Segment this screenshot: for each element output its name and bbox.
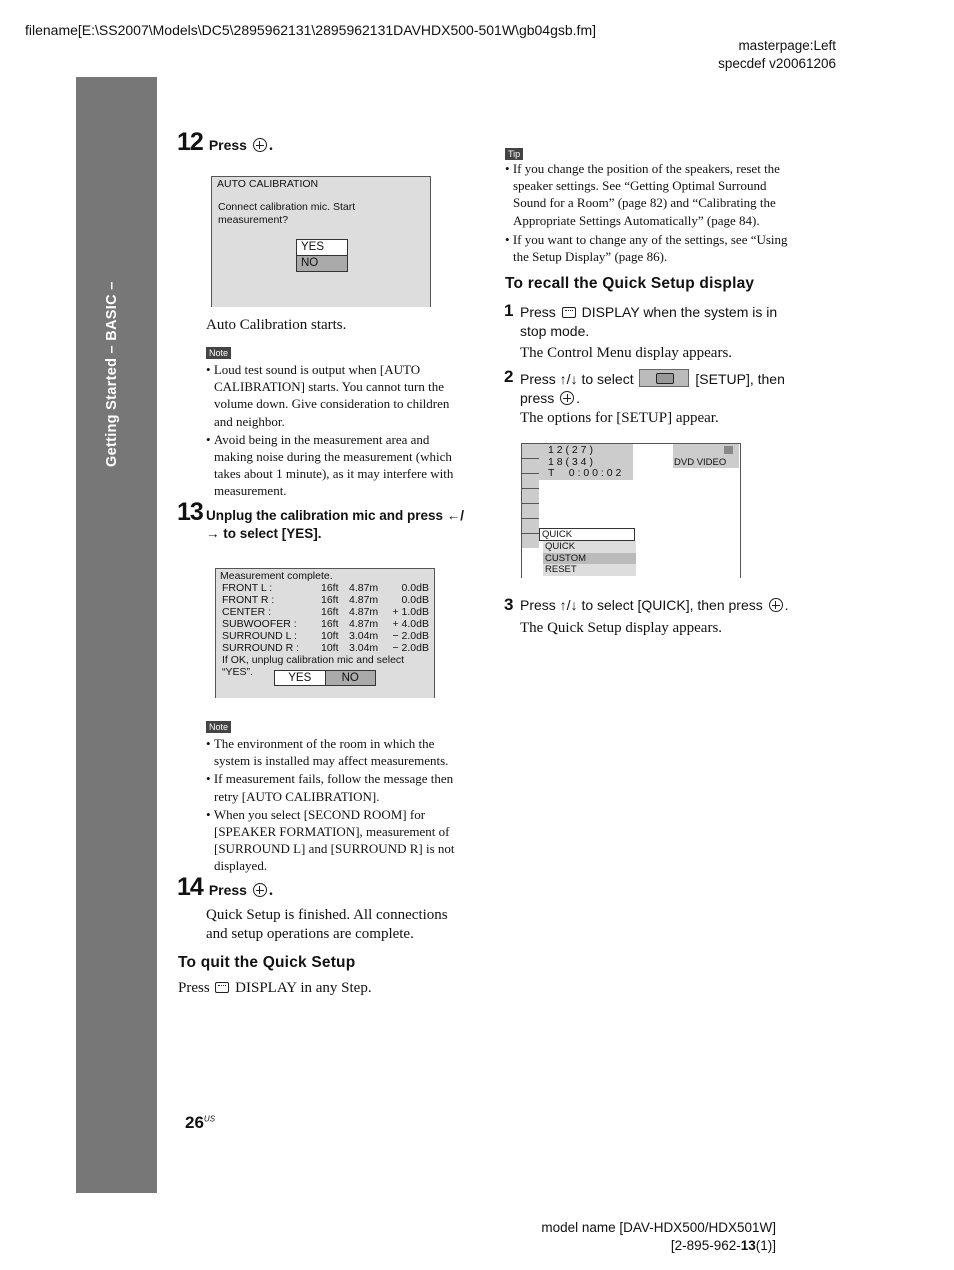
recall-step-2-number: 2 xyxy=(504,367,514,386)
step-14: 14 Press . xyxy=(177,873,273,901)
step-text-line: Unplug the calibration mic and press ←/ xyxy=(206,508,465,523)
step-text-line: → to select [YES]. xyxy=(206,526,322,541)
step-text: Press xyxy=(208,882,247,898)
option-custom: CUSTOM xyxy=(543,553,636,565)
auto-calibration-screen xyxy=(211,176,431,307)
note-item: • Loud test sound is output when [AUTO CALIBRATION] starts. You cannot turn the volume down. Give consideration to children and neighbor. xyxy=(206,362,450,429)
measurement-row: SURROUND R : 10ft 3.04m − 2.0dB xyxy=(222,642,429,654)
no-option: NO xyxy=(325,671,376,685)
recall-step-3-result: The Quick Setup display appears. xyxy=(520,620,723,636)
recall-step-1-display: DISPLAY when the system is in xyxy=(581,304,778,320)
step-number: 13 xyxy=(177,498,203,526)
model-name: model name [DAV-HDX500/HDX501W] xyxy=(541,1220,776,1235)
note-text: When you select [SECOND ROOM] for [SPEAKER FORMATION], measurement of [SURROUND L] and [SURROUND R] is not displayed. xyxy=(213,806,455,874)
quit-press: Press xyxy=(178,980,210,996)
setup-options-list xyxy=(543,541,636,576)
page-number xyxy=(185,1113,215,1133)
control-menu-icons xyxy=(522,444,539,578)
recall-step-1-text xyxy=(520,303,800,341)
recall-step-1-stop: stop mode. xyxy=(520,323,590,339)
enter-button-icon xyxy=(253,138,267,152)
recall-step-2-result: The options for [SETUP] appear. xyxy=(520,410,719,426)
setup-screen xyxy=(521,443,741,578)
step-14-result: Quick Setup is finished. All connections and setup operations are complete. xyxy=(206,907,448,942)
enter-button-icon xyxy=(769,598,783,612)
note-badge: Note xyxy=(206,721,231,733)
section-label: Getting Started – BASIC – xyxy=(104,281,120,467)
recall-step-2-press: press xyxy=(520,390,555,406)
specdef-label: specdef v20061206 xyxy=(718,56,836,71)
yes-no-selector xyxy=(274,670,376,686)
yes-option: YES xyxy=(275,671,325,685)
display-button-icon xyxy=(562,307,576,318)
tip-item: • If you change the position of the speakers, reset the speaker settings. See “Getting Optimal Surround Sound for a Room” (page 82) and “Calibrating the Appropriate Settings Automatically” (page 84). xyxy=(505,161,780,228)
measurement-row: FRONT R : 16ft 4.87m 0.0dB xyxy=(222,594,429,606)
recall-step-2-setup: [SETUP], then xyxy=(695,371,785,387)
measurement-row: CENTER : 16ft 4.87m + 1.0dB xyxy=(222,606,429,618)
tip-text: If you want to change any of the settings, see “Using the Setup Display” (page 86). xyxy=(512,231,788,265)
measurement-row: SURROUND L : 10ft 3.04m − 2.0dB xyxy=(222,630,429,642)
yes-no-selector xyxy=(296,239,348,272)
tip-text: If you change the position of the speakers, reset the speaker settings. See “Getting Optimal Surround Sound for a Room” (page 82) and “Calibrating the Appropriate Settings Automatically” (page 84). xyxy=(512,161,780,228)
filename-header: filename[E:\SS2007\Models\DC5\2895962131\2895962131DAVHDX500-501W\gb04gsb.fm] xyxy=(25,22,596,38)
recall-step-1-number: 1 xyxy=(504,301,514,320)
recall-step-1-result: The Control Menu display appears. xyxy=(520,345,733,361)
quit-instruction xyxy=(178,979,372,998)
screen-message-line: Connect calibration mic. Start xyxy=(218,201,356,213)
step-text: Press xyxy=(208,137,247,153)
option-reset: RESET xyxy=(545,564,577,575)
recall-step-2-select: Press ↑/↓ to select xyxy=(520,371,634,387)
disc-type-panel xyxy=(673,444,739,468)
auto-cal-starts-text: Auto Calibration starts. xyxy=(206,317,347,333)
chapter-line: 1 2 ( 2 7 ) xyxy=(548,444,593,456)
recall-step-1-press: Press xyxy=(520,304,556,320)
disc-type-label: DVD VIDEO xyxy=(674,457,727,468)
note-badge: Note xyxy=(206,347,231,359)
screen-message-line: measurement? xyxy=(218,214,289,226)
page-number-value: 26 xyxy=(185,1113,204,1132)
measurement-row: SUBWOOFER : 16ft 4.87m + 4.0dB xyxy=(222,618,429,630)
no-option: NO xyxy=(297,255,347,271)
note-text: Avoid being in the measurement area and making noise during the measurement (which takes about 1 minute), as it may interfere with measurement. xyxy=(213,431,454,499)
step-text xyxy=(206,507,486,543)
screen-title: Measurement complete. xyxy=(220,570,333,582)
recall-heading: To recall the Quick Setup display xyxy=(505,275,755,292)
setup-toolbox-icon xyxy=(639,369,689,387)
option-quick: QUICK xyxy=(545,541,576,552)
tip-item: • If you want to change any of the settings, see “Using the Setup Display” (page 86). xyxy=(505,231,788,265)
recall-step-2-text: Press ↑/↓ to select [SETUP], then press . xyxy=(520,371,785,406)
time-line: T 0 : 0 0 : 0 2 xyxy=(548,467,622,479)
tip-badge: Tip xyxy=(505,148,523,160)
quit-rest: DISPLAY in any Step. xyxy=(235,980,372,996)
screen-message xyxy=(218,201,355,227)
note-item: • The environment of the room in which the system is installed may affect measurements. xyxy=(206,736,449,769)
display-button-icon xyxy=(215,982,229,993)
measurement-table xyxy=(216,582,434,654)
measurement-row: FRONT L : 16ft 4.87m 0.0dB xyxy=(222,582,429,594)
masterpage-label: masterpage:Left xyxy=(738,38,836,53)
quit-heading: To quit the Quick Setup xyxy=(178,954,356,971)
tip-list xyxy=(505,160,797,266)
yes-option: YES xyxy=(297,240,347,255)
model-footer xyxy=(541,1219,776,1255)
masterpage-info xyxy=(718,37,836,73)
note-item: • If measurement fails, follow the message then retry [AUTO CALIBRATION]. xyxy=(206,771,454,804)
step-number: 12 xyxy=(177,128,203,156)
note-text: The environment of the room in which the system is installed may affect measurements. xyxy=(213,736,449,769)
step-number: 14 xyxy=(177,873,203,901)
screen-footer-line: If OK, unplug calibration mic and select xyxy=(222,654,405,666)
section-sidebar xyxy=(76,77,157,1193)
note-item: • When you select [SECOND ROOM] for [SPEAKER FORMATION], measurement of [SURROUND L] and [SURROUND R] is not displayed. xyxy=(206,806,455,874)
recall-step-3-text: Press ↑/↓ to select [QUICK], then press . xyxy=(520,597,789,613)
page-suffix: US xyxy=(203,1114,216,1124)
part-code: [2-895-962-13(1)] xyxy=(670,1238,776,1253)
time-display xyxy=(548,445,621,480)
track-line: 1 8 ( 3 4 ) xyxy=(548,455,593,468)
screen-footer-line: “YES”. xyxy=(222,666,253,678)
enter-button-icon xyxy=(560,391,574,405)
recall-step-3-select: Press ↑/↓ to select [QUICK], then press xyxy=(520,597,763,613)
measurement-screen xyxy=(215,568,435,698)
enter-button-icon xyxy=(253,883,267,897)
note-list-1 xyxy=(206,361,468,501)
recall-step-3-number: 3 xyxy=(504,595,514,614)
status-indicator xyxy=(724,446,733,454)
note-item: • Avoid being in the measurement area and making noise during the measurement (which takes about 1 minute), as it may interfere with measurement. xyxy=(206,431,454,499)
note-text: Loud test sound is output when [AUTO CALIBRATION] starts. You cannot turn the volume down. Give consideration to children and neighbor. xyxy=(213,362,450,429)
note-text: If measurement fails, follow the message then retry [AUTO CALIBRATION]. xyxy=(213,771,454,804)
quick-selected-box: QUICK xyxy=(539,528,635,541)
screen-title: AUTO CALIBRATION xyxy=(217,178,319,190)
note-list-2 xyxy=(206,735,468,876)
step-12: 12 Press . xyxy=(177,128,273,156)
